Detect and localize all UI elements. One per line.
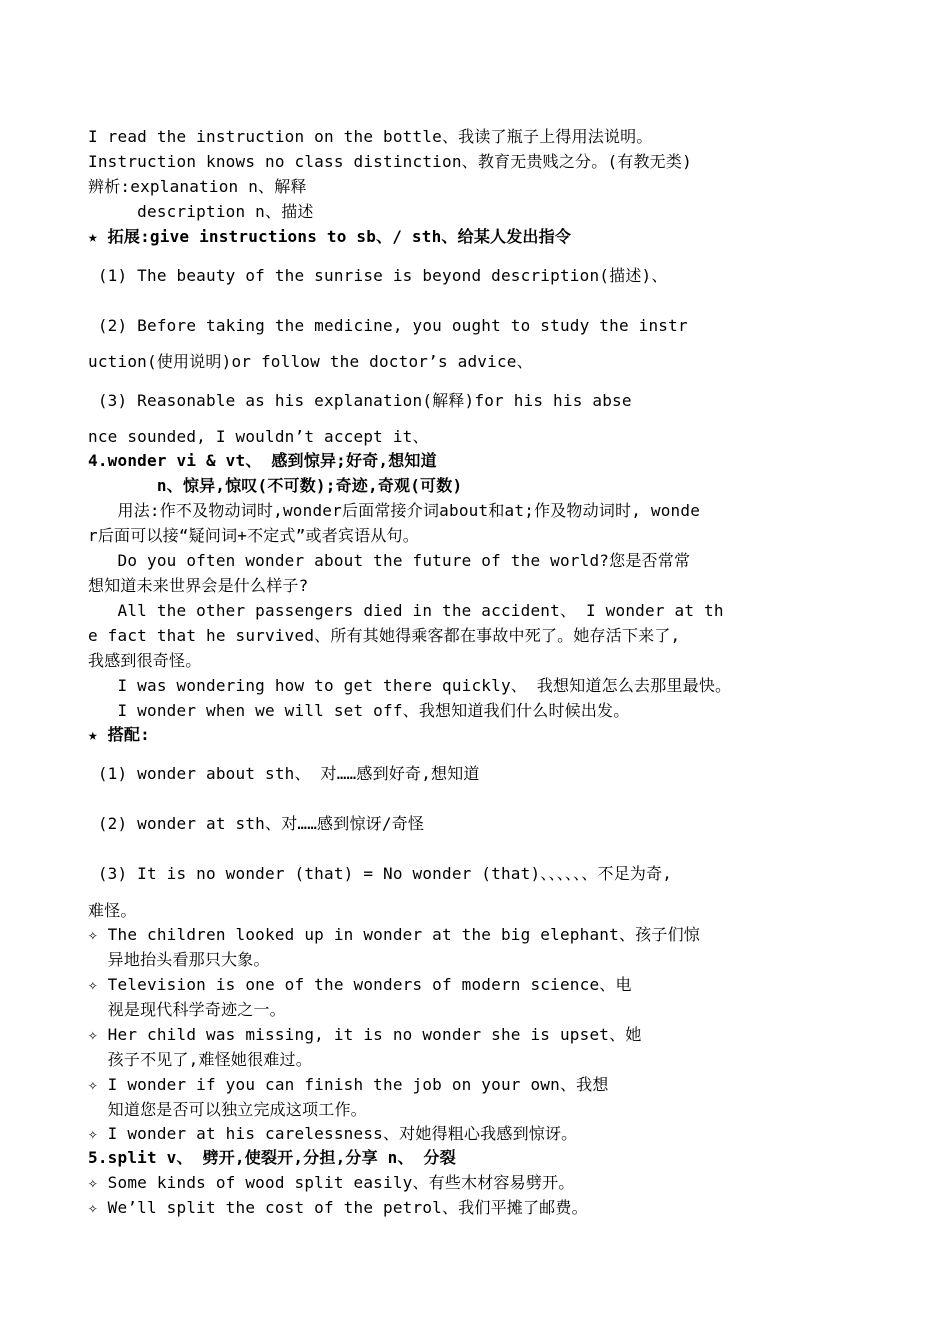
text-line: 异地抬头看那只大象。 — [88, 950, 270, 969]
text-line: (1) The beauty of the sunrise is beyond description(描述)、 — [88, 266, 668, 285]
text-line: uction(使用说明)or follow the doctor’s advice、 — [88, 352, 533, 371]
text-line: (2) wonder at sth、对……感到惊讶/奇怪 — [88, 814, 425, 833]
text-line: description n、描述 — [88, 202, 314, 221]
section-subheading: n、惊异,惊叹(不可数);奇迹,奇观(可数) — [88, 476, 463, 495]
text-line: 难怪。 — [88, 901, 137, 920]
text-line: (1) wonder about sth、 对……感到好奇,想知道 — [88, 764, 480, 783]
text-line: ✧ Her child was missing, it is no wonder she is upset、她 — [88, 1025, 642, 1044]
section-heading-wonder: 4.wonder vi & vt、 感到惊异;好奇,想知道 — [88, 451, 437, 470]
text-line: Instruction knows no class distinction、教育无贵贱之分。(有教无类) — [88, 152, 692, 171]
text-line: ✧ The children looked up in wonder at the big elephant、孩子们惊 — [88, 925, 700, 944]
text-line: e fact that he survived、所有其她得乘客都在事故中死了。她存活下来了, — [88, 626, 681, 645]
text-line: ✧ Some kinds of wood split easily、有些木材容易劈开。 — [88, 1173, 575, 1192]
text-line: (2) Before taking the medicine, you ought to study the instr — [88, 316, 688, 335]
text-line: ✧ We’ll split the cost of the petrol、我们平摊了邮费。 — [88, 1198, 588, 1217]
text-line: 视是现代科学奇迹之一。 — [88, 1000, 286, 1019]
text-line: 孩子不见了,难怪她很难过。 — [88, 1050, 312, 1069]
text-line: 想知道未来世界会是什么样子? — [88, 576, 309, 595]
text-line: Do you often wonder about the future of the world?您是否常常 — [88, 551, 691, 570]
text-line: nce sounded, I wouldn’t accept it、 — [88, 427, 429, 446]
extension-heading: ★ 拓展:give instructions to sb、/ sth、给某人发出指令 — [88, 227, 572, 246]
text-line: (3) It is no wonder (that) = No wonder (that)、、、、、、不足为奇, — [88, 864, 673, 883]
text-line: I wonder when we will set off、我想知道我们什么时候出发。 — [88, 701, 630, 720]
text-line: ✧ I wonder at his carelessness、对她得粗心我感到惊讶。 — [88, 1124, 578, 1143]
text-line: ✧ Television is one of the wonders of modern science、电 — [88, 975, 632, 994]
text-line: r后面可以接“疑问词+不定式”或者宾语从句。 — [88, 526, 419, 545]
text-line: 用法:作不及物动词时,wonder后面常接介词about和at;作及物动词时, wonde — [88, 501, 701, 520]
text-line: I was wondering how to get there quickly、 我想知道怎么去那里最快。 — [88, 676, 732, 695]
collocation-heading: ★ 搭配: — [88, 725, 150, 744]
text-line: All the other passengers died in the accident、 I wonder at th — [88, 601, 724, 620]
text-line: I read the instruction on the bottle、我读了瓶子上得用法说明。 — [88, 127, 653, 146]
text-line: 我感到很奇怪。 — [88, 651, 202, 670]
text-line: (3) Reasonable as his explanation(解释)for his his abse — [88, 391, 632, 410]
text-line: 知道您是否可以独立完成这项工作。 — [88, 1100, 367, 1119]
text-line: 辨析:explanation n、解释 — [88, 177, 307, 196]
section-heading-split: 5.split v、 劈开,使裂开,分担,分享 n、 分裂 — [88, 1148, 456, 1167]
text-line: ✧ I wonder if you can finish the job on your own、我想 — [88, 1075, 609, 1094]
